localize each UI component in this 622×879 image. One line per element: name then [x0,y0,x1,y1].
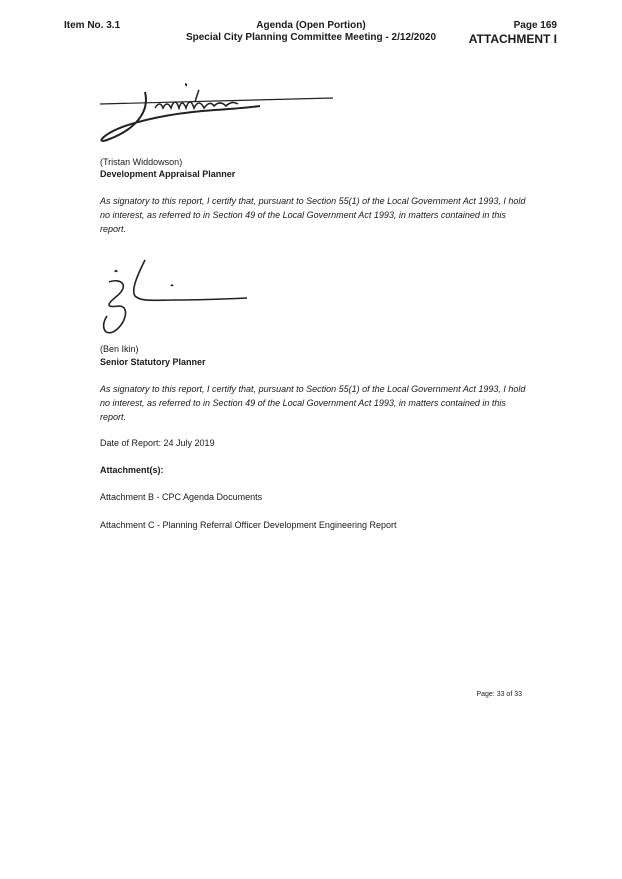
signature-image-widdowson [95,82,340,150]
agenda-title: Agenda (Open Portion) [256,20,366,31]
page-count: Page: 33 of 33 [476,691,522,698]
certification-statement-widdowson: As signatory to this report, I certify that, pursuant to Section 55(1) of the Local Government Act 1993, I hold no interest, as referred to in Section 49 of the Local Government Act 1993, in matters contained in this report. [100,196,526,234]
signatory-name-widdowson: (Tristan Widdowson) [100,157,183,167]
attachment-label: ATTACHMENT I [468,32,557,46]
meeting-title: Special City Planning Committee Meeting - 2/12/2020 [185,32,437,43]
page-number: Page 169 [513,20,557,31]
signatory-title-ikin: Senior Statutory Planner [100,357,206,367]
signatory-name-ikin: (Ben Ikin) [100,344,139,354]
signature-image-ikin [95,256,255,338]
signatory-title-widdowson: Development Appraisal Planner [100,169,236,179]
certification-statement-ikin: As signatory to this report, I certify that, pursuant to Section 55(1) of the Local Government Act 1993, I hold no interest, as referred to in Section 49 of the Local Government Act 1993, in matters contained in this report. [100,384,526,422]
report-date: Date of Report: 24 July 2019 [100,438,215,448]
item-number: Item No. 3.1 [64,20,121,31]
attachment-item: Attachment C - Planning Referral Officer Development Engineering Report [100,520,397,530]
attachment-item: Attachment B - CPC Agenda Documents [100,492,263,502]
attachments-heading: Attachment(s): [100,465,164,475]
